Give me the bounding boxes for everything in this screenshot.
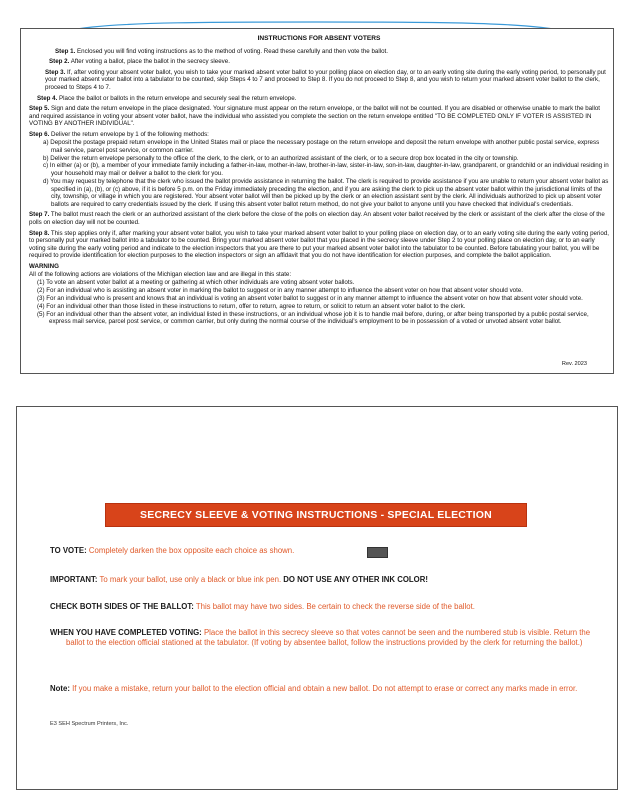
important-text: To mark your ballot, use only a black or blue ink pen. — [99, 575, 282, 584]
step-8: Step 8. This step applies only if, after marking your absent voter ballot, you wish to take your marked absent voter ballot to your polling place on election day, or to an early voting site during the early voting period, to personally put your marked ballot into a tabulator to be counted. Bring your marked absent voter ballot that you placed in the secrecy sleeve under Step 2 to your polling place on election day, or to an early voting site during the early voting period and indicate to the election inspectors that you are there to put your marked absent voter ballot into the tabulator to be counted. Before tabulating your ballot, you will be required to provide identification for election purposes to the election inspectors or sign an affidavit that you do not have identification for election purposes, and complete the ballot application. — [29, 229, 610, 260]
warning-item: (3) For an individual who is present and knows that an individual is voting an absent voter ballot to suggest or in any manner attempt to influence the absent voter on how that absent voter should vote. — [37, 294, 583, 302]
warning-title: WARNING — [29, 263, 59, 270]
darkened-box-example — [367, 547, 388, 558]
step-3: Step 3. If, after voting your absent voter ballot, you wish to take your marked absent voter ballot to your polling place on election day, or to an early voting site during the early voting period, to personally put your marked absent voter ballot into a tabulator to be counted, skip Steps 4 to 7 and proceed to Step 8. If you do not proceed to Step 8, and you wish to return your marked absent voter ballot to the clerk, proceed to Steps 4 to 7. — [45, 68, 606, 91]
completed-voting-label: WHEN YOU HAVE COMPLETED VOTING: — [50, 628, 202, 637]
note-section — [50, 684, 606, 694]
printer-credit: E3 SEH Spectrum Printers, Inc. — [50, 721, 129, 727]
important-emphasis: DO NOT USE ANY OTHER INK COLOR! — [283, 575, 428, 584]
step-6: Step 6. Deliver the return envelope by 1 of the following methods: — [29, 130, 209, 138]
completed-voting-section — [50, 628, 606, 649]
to-vote-section — [50, 546, 590, 556]
instructions-title: INSTRUCTIONS FOR ABSENT VOTERS — [257, 35, 381, 42]
important-section — [50, 575, 590, 585]
completed-voting-text: Place the ballot in this secrecy sleeve so that votes cannot be seen and the numbered stub is visible. Return the ballot to the election official stationed at the tabulator. (If voting by absentee ballot, follow the instructions provided by the clerk for returning the ballot.) — [66, 628, 591, 648]
important-label: IMPORTANT: — [50, 575, 98, 584]
secrecy-sleeve-panel — [16, 406, 618, 790]
check-both-sides-text: This ballot may have two sides. Be certain to check the reverse side of the ballot. — [195, 602, 475, 611]
step-5: Step 5. Sign and date the return envelope in the place designated. Your signature must appear on the return envelope, or the ballot will not be counted. If you are disabled or otherwise unable to mark the ballot and required assistance in voting your absent voter ballot, have the individual who assisted you complete the section on the return envelope entitled "TO BE COMPLETED ONLY IF VOTER IS ASSISTED IN VOTING BY ANOTHER INDIVIDUAL". — [29, 105, 601, 128]
step-6-option-a: a) Deposit the postage prepaid return envelope in the United States mail or place the necessary postage on the return envelope and deposit the return envelope with another public postal service, express mail service, parcel post service, or common carrier. — [43, 138, 600, 154]
note-label: Note: — [50, 684, 70, 693]
step-1: Step 1. Enclosed you will find voting instructions as to the method of voting. Read these carefully and then vote the ballot. — [55, 47, 388, 55]
warning-item: (5) For an individual other than the absent voter, an individual listed in these instructions, or an individual whose job it is to handle mail before, during, or after being transported by a public postal service, express mail service, parcel post service, or common carrier, but only during the normal course of the individual's employment to be in possession of a voted or unvoted absent voter ballot. — [37, 310, 589, 326]
to-vote-label: TO VOTE: — [50, 546, 87, 555]
absent-voter-instructions-panel — [20, 28, 614, 374]
check-both-sides-section — [50, 602, 590, 612]
warning-item: (2) For an individual who is assisting an absent voter in marking the ballot to suggest or in any manner attempt to influence the absent voter on how that absent voter should vote. — [37, 286, 523, 294]
step-2: Step 2. After voting a ballot, place the ballot in the secrecy sleeve. — [49, 58, 230, 66]
warning-intro: All of the following actions are violations of the Michigan election law and are illegal in this state: — [29, 270, 292, 278]
note-text: If you make a mistake, return your ballot to the election official and obtain a new ballot. Do not attempt to erase or correct any marks made in error. — [72, 684, 578, 693]
to-vote-text: Completely darken the box opposite each choice as shown. — [88, 546, 295, 555]
warning-item: (1) To vote an absent voter ballot at a meeting or gathering at which other individuals are voting absent voter ballots. — [37, 278, 355, 286]
step-6-option-c: c) In either (a) or (b), a member of your immediate family including a father-in-law, mother-in-law, brother-in-law, sister-in-law, son-in-law, daughter-in-law, grandparent, or grandchild or an individual residing in your household may mail or deliver a ballot to the clerk for you. — [43, 162, 609, 178]
step-7: Step 7. The ballot must reach the clerk or an authorized assistant of the clerk before the close of the polls on election day. An absent voter ballot received by the clerk or assistant of the clerk after the close of the polls on election day will not be counted. — [29, 211, 605, 227]
warning-item: (4) For an individual other than those listed in these instructions to return, offer to return, agree to return, or solicit to return an absent voter ballot to the clerk. — [37, 302, 466, 310]
secrecy-sleeve-banner: SECRECY SLEEVE & VOTING INSTRUCTIONS - SPECIAL ELECTION — [105, 503, 527, 527]
check-both-sides-label: CHECK BOTH SIDES OF THE BALLOT: — [50, 602, 194, 611]
revision-label: Rev. 2023 — [561, 361, 587, 367]
step-6-option-d: d) You may request by telephone that the clerk who issued the ballot provide assistance in returning the ballot. The clerk is required to provide assistance if you are unable to return your absent voter ballot as specified in (a), (b), or (c) above, if it is before 5 p.m. on the Friday immediately preceding the election, and if you are asking the clerk to pick up the absent voter ballot within the jurisdictional limits of the city, township, or village in which you are registered. Your absent voter ballot will then be picked up by the clerk or an election assistant sent by the clerk. All individuals authorized to pick up absent voter ballots are required to carry credentials issued by the clerk. If using this absent voter ballot return method, do not give your ballot to anyone until you have checked that individual's credentials. — [43, 178, 609, 208]
instructions-body — [29, 35, 609, 326]
step-6-option-b: b) Deliver the return envelope personally to the office of the clerk, to the clerk, or to an authorized assistant of the clerk, or to a secure drop box located in the city or township. — [43, 154, 519, 162]
step-4: Step 4. Place the ballot or ballots in the return envelope and securely seal the return envelope. — [37, 94, 297, 102]
